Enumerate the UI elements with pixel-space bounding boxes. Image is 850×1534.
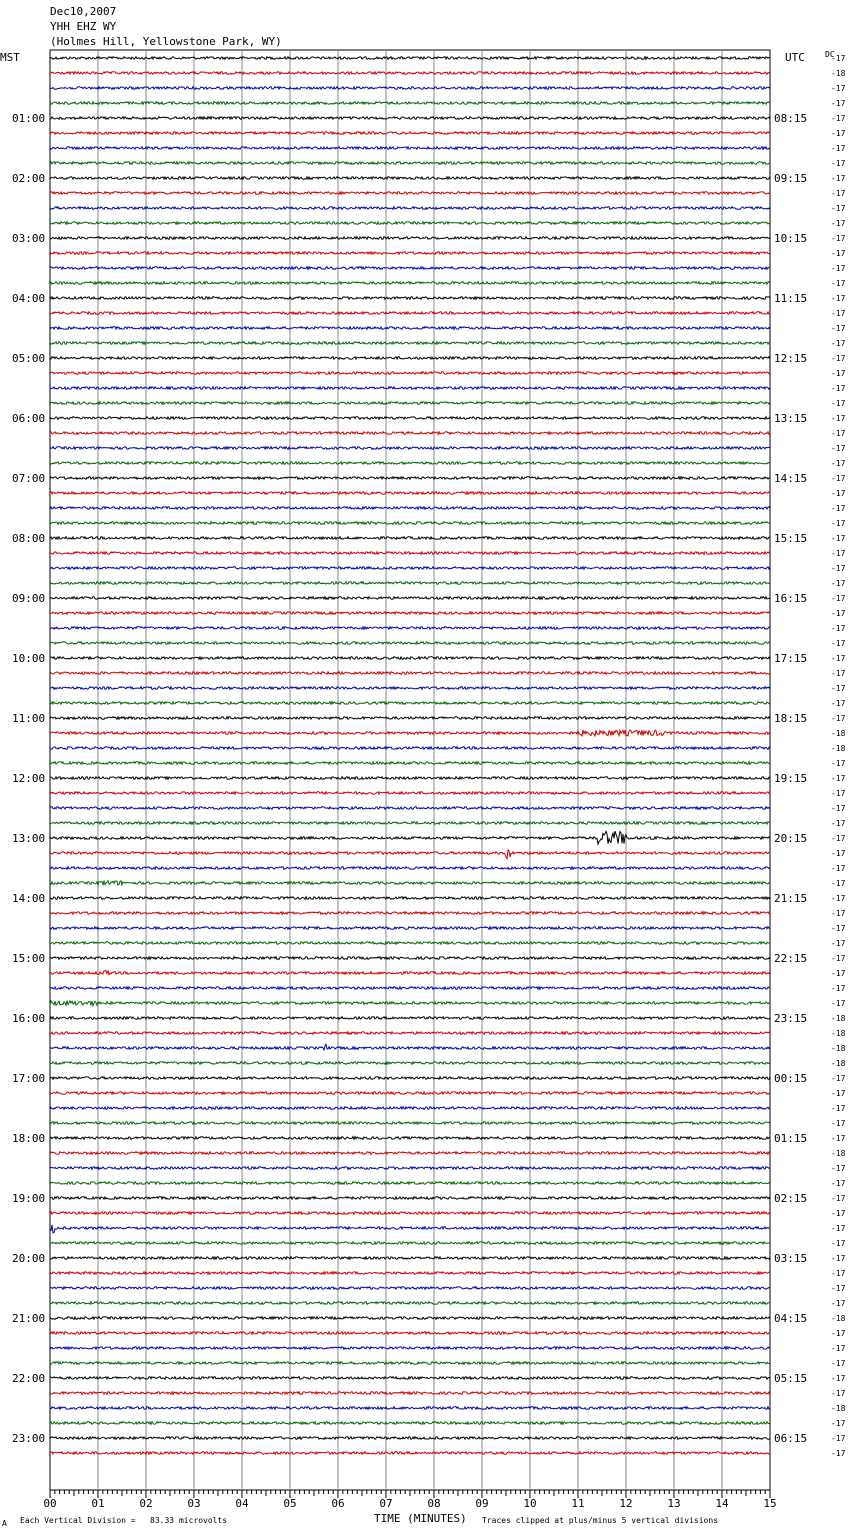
trace-line (50, 1001, 770, 1006)
left-hour-label: 18:00 (12, 1132, 46, 1145)
dc-offset-label: -18 (831, 69, 846, 78)
dc-offset-label: -17 (831, 429, 846, 438)
clip-note: Traces clipped at plus/minus 5 vertical divisions (482, 1516, 719, 1525)
dc-offset-label: -17 (831, 1389, 846, 1398)
left-hour-label: 11:00 (12, 712, 46, 725)
right-hour-label: 06:15 (774, 1432, 808, 1445)
trace-line (50, 1092, 770, 1095)
trace-line (50, 162, 770, 165)
trace-line (50, 447, 770, 450)
right-hour-label: 23:15 (774, 1012, 808, 1025)
trace-line (50, 1225, 770, 1233)
left-hour-label: 15:00 (12, 952, 46, 965)
x-tick-label: 08 (427, 1497, 441, 1510)
trace-line (50, 672, 770, 675)
dc-offset-label: -17 (831, 834, 846, 843)
dc-offset-label: -17 (831, 789, 846, 798)
trace-line (50, 252, 770, 255)
trace-line (50, 762, 770, 765)
dc-offset-label: -18 (831, 1029, 846, 1038)
dc-offset-label: -17 (831, 264, 846, 273)
dc-offset-label: -17 (831, 159, 846, 168)
station-location: (Holmes Hill, Yellowstone Park, WY) (50, 35, 282, 48)
trace-line (50, 1017, 770, 1020)
left-hour-label: 09:00 (12, 592, 46, 605)
dc-offset-label: -17 (831, 54, 846, 63)
dc-offset-label: -17 (831, 954, 846, 963)
dc-offset-label: -17 (831, 369, 846, 378)
right-hour-label: 10:15 (774, 232, 808, 245)
right-hour-label: 21:15 (774, 892, 808, 905)
trace-line (50, 357, 770, 360)
dc-offset-label: -17 (831, 969, 846, 978)
right-hour-label: 11:15 (774, 292, 808, 305)
trace-line (50, 552, 770, 555)
dc-offset-label: -17 (831, 549, 846, 558)
dc-offset-label: -17 (831, 129, 846, 138)
trace-line (50, 1407, 770, 1410)
left-hour-label: 23:00 (12, 1432, 46, 1445)
trace-line (50, 957, 770, 960)
trace-line (50, 1242, 770, 1245)
right-hour-label: 08:15 (774, 112, 808, 125)
dc-offset-label: -17 (831, 309, 846, 318)
trace-line (50, 1287, 770, 1290)
trace-line (50, 912, 770, 915)
trace-line (50, 177, 770, 180)
trace-line (50, 522, 770, 525)
trace-line (50, 1377, 770, 1380)
trace-line (50, 237, 770, 240)
dc-offset-label: -17 (831, 1329, 846, 1338)
trace-line (50, 1167, 770, 1170)
trace-line (50, 1347, 770, 1350)
left-hour-label: 02:00 (12, 172, 46, 185)
dc-offset-label: -17 (831, 1104, 846, 1113)
dc-offset-label: -17 (831, 504, 846, 513)
dc-offset-label: -17 (831, 1419, 846, 1428)
dc-offset-label: -18 (831, 1404, 846, 1413)
right-hour-label: 15:15 (774, 532, 808, 545)
trace-line (50, 282, 770, 285)
trace-line (50, 507, 770, 510)
dc-offset-label: -17 (831, 354, 846, 363)
dc-offset-label: -17 (831, 654, 846, 663)
dc-offset-label: -18 (831, 1314, 846, 1323)
dc-offset-label: -17 (831, 1359, 846, 1368)
trace-line (50, 1062, 770, 1065)
trace-line (50, 1452, 770, 1455)
dc-offset-label: -17 (831, 594, 846, 603)
right-hour-label: 17:15 (774, 652, 808, 665)
trace-line (50, 1122, 770, 1125)
left-hour-label: 07:00 (12, 472, 46, 485)
dc-offset-label: -17 (831, 1434, 846, 1443)
dc-offset-label: -17 (831, 1089, 846, 1098)
dc-offset-label: -17 (831, 714, 846, 723)
x-tick-label: 10 (523, 1497, 537, 1510)
trace-line (50, 1332, 770, 1335)
dc-offset-label: -17 (831, 219, 846, 228)
dc-offset-label: -17 (831, 399, 846, 408)
dc-offset-label: -17 (831, 564, 846, 573)
trace-line (50, 1317, 770, 1320)
trace-line (50, 1032, 770, 1035)
trace-line (50, 1272, 770, 1275)
trace-line (50, 297, 770, 300)
dc-offset-label: -17 (831, 684, 846, 693)
dc-offset-label: -18 (831, 1149, 846, 1158)
trace-line (50, 881, 770, 886)
dc-offset-label: -17 (831, 1284, 846, 1293)
trace-line (50, 687, 770, 690)
right-hour-label: 19:15 (774, 772, 808, 785)
trace-line (50, 1182, 770, 1185)
trace-line (50, 582, 770, 585)
trace-line (50, 312, 770, 315)
dc-offset-label: -18 (831, 1044, 846, 1053)
dc-offset-label: -17 (831, 1254, 846, 1263)
dc-offset-label: -17 (831, 174, 846, 183)
dc-offset-label: -17 (831, 639, 846, 648)
dc-offset-label: -18 (831, 729, 846, 738)
trace-line (50, 207, 770, 210)
right-hour-label: 13:15 (774, 412, 808, 425)
right-timezone-label: UTC (785, 51, 805, 64)
dc-offset-label: -17 (831, 234, 846, 243)
dc-offset-label: -17 (831, 999, 846, 1008)
dc-offset-label: -17 (831, 1239, 846, 1248)
trace-line (50, 87, 770, 90)
trace-line (50, 717, 770, 720)
dc-offset-label: -17 (831, 879, 846, 888)
trace-line (50, 432, 770, 435)
left-hour-label: 16:00 (12, 1012, 46, 1025)
left-hour-label: 21:00 (12, 1312, 46, 1325)
x-axis-title: TIME (MINUTES) (374, 1512, 467, 1525)
trace-line (50, 1044, 770, 1050)
trace-line (50, 327, 770, 330)
right-hour-label: 14:15 (774, 472, 808, 485)
dc-offset-label: -17 (831, 1134, 846, 1143)
trace-line (50, 192, 770, 195)
record-date: Dec10,2007 (50, 5, 117, 18)
dc-offset-label: -17 (831, 534, 846, 543)
trace-line (50, 1107, 770, 1110)
dc-offset-label: -17 (831, 894, 846, 903)
trace-line (50, 402, 770, 405)
trace-line (50, 417, 770, 420)
right-hour-label: 05:15 (774, 1372, 808, 1385)
dc-offset-label: -17 (831, 669, 846, 678)
dc-offset-label: -17 (831, 99, 846, 108)
trace-line (50, 1302, 770, 1305)
trace-line (50, 1212, 770, 1215)
scale-note: Each Vertical Division = 83.33 microvolts (20, 1516, 228, 1525)
trace-line (50, 612, 770, 615)
trace-line (50, 1257, 770, 1260)
left-hour-label: 17:00 (12, 1072, 46, 1085)
trace-line (50, 1197, 770, 1200)
trace-line (50, 1152, 770, 1155)
right-hour-label: 18:15 (774, 712, 808, 725)
dc-offset-label: -17 (831, 624, 846, 633)
right-hour-label: 20:15 (774, 832, 808, 845)
dc-offset-label: -17 (831, 1179, 846, 1188)
x-tick-label: 14 (715, 1497, 729, 1510)
left-hour-label: 10:00 (12, 652, 46, 665)
trace-line (50, 102, 770, 105)
dc-offset-label: -17 (831, 1164, 846, 1173)
trace-line (50, 747, 770, 750)
dc-offset-label: -17 (831, 609, 846, 618)
dc-offset-label: -17 (831, 774, 846, 783)
dc-offset-label: -17 (831, 804, 846, 813)
x-tick-label: 07 (379, 1497, 393, 1510)
dc-offset-label: -17 (831, 1449, 846, 1458)
dc-offset-label: -17 (831, 1209, 846, 1218)
dc-offset-label: -17 (831, 189, 846, 198)
trace-line (50, 1137, 770, 1140)
trace-line (50, 492, 770, 495)
trace-line (50, 897, 770, 900)
dc-offset-label: -17 (831, 909, 846, 918)
trace-line (50, 387, 770, 390)
x-tick-label: 03 (187, 1497, 201, 1510)
dc-offset-label: -18 (831, 1059, 846, 1068)
dc-offset-label: -17 (831, 1269, 846, 1278)
left-hour-label: 06:00 (12, 412, 46, 425)
x-tick-label: 06 (331, 1497, 345, 1510)
dc-offset-label: -17 (831, 84, 846, 93)
x-tick-label: 12 (619, 1497, 633, 1510)
dc-offset-label: -17 (831, 459, 846, 468)
trace-line (50, 57, 770, 60)
dc-offset-label: -17 (831, 249, 846, 258)
station-code: YHH EHZ WY (50, 20, 117, 33)
right-hour-label: 01:15 (774, 1132, 808, 1145)
trace-line (50, 342, 770, 345)
trace-line (50, 597, 770, 600)
right-hour-label: 22:15 (774, 952, 808, 965)
trace-line (50, 477, 770, 480)
dc-offset-label: -17 (831, 339, 846, 348)
right-hour-label: 09:15 (774, 172, 808, 185)
dc-offset-label: -17 (831, 699, 846, 708)
dc-offset-label: -17 (831, 144, 846, 153)
dc-offset-label: -18 (831, 1014, 846, 1023)
trace-line (50, 1422, 770, 1425)
trace-line (50, 567, 770, 570)
left-hour-label: 22:00 (12, 1372, 46, 1385)
right-hour-label: 03:15 (774, 1252, 808, 1265)
trace-line (50, 1362, 770, 1365)
x-tick-label: 00 (43, 1497, 57, 1510)
dc-offset-label: -17 (831, 1374, 846, 1383)
dc-offset-label: -17 (831, 384, 846, 393)
dc-offset-label: -17 (831, 324, 846, 333)
left-hour-label: 05:00 (12, 352, 46, 365)
dc-offset-label: -17 (831, 1299, 846, 1308)
trace-line (50, 372, 770, 375)
dc-offset-label: -17 (831, 519, 846, 528)
trace-line (50, 822, 770, 825)
left-hour-label: 19:00 (12, 1192, 46, 1205)
left-hour-label: 08:00 (12, 532, 46, 545)
dc-offset-label: -17 (831, 759, 846, 768)
dc-offset-label: -17 (831, 474, 846, 483)
corner-mark: A (2, 1519, 7, 1528)
x-tick-label: 15 (763, 1497, 777, 1510)
left-hour-label: 12:00 (12, 772, 46, 785)
left-hour-label: 03:00 (12, 232, 46, 245)
dc-offset-label: -17 (831, 204, 846, 213)
trace-line (50, 777, 770, 780)
trace-line (50, 702, 770, 705)
dc-offset-label: -17 (831, 1344, 846, 1353)
x-tick-label: 09 (475, 1497, 489, 1510)
x-tick-label: 13 (667, 1497, 681, 1510)
x-tick-label: 11 (571, 1497, 585, 1510)
dc-offset-label: -17 (831, 414, 846, 423)
right-hour-label: 02:15 (774, 1192, 808, 1205)
dc-offset-label: -17 (831, 1194, 846, 1203)
trace-line (50, 117, 770, 120)
left-hour-label: 20:00 (12, 1252, 46, 1265)
dc-offset-label: -17 (831, 1224, 846, 1233)
trace-line (50, 730, 770, 736)
left-hour-label: 04:00 (12, 292, 46, 305)
x-tick-label: 05 (283, 1497, 297, 1510)
left-hour-label: 01:00 (12, 112, 46, 125)
trace-line (50, 850, 770, 859)
trace-line (50, 657, 770, 660)
trace-line (50, 132, 770, 135)
trace-line (50, 222, 770, 225)
dc-offset-label: -17 (831, 984, 846, 993)
dc-offset-label: -17 (831, 114, 846, 123)
trace-line (50, 807, 770, 810)
dc-offset-label: -17 (831, 294, 846, 303)
dc-offset-label: -17 (831, 819, 846, 828)
dc-offset-label: -17 (831, 579, 846, 588)
trace-line (50, 462, 770, 465)
trace-line (50, 147, 770, 150)
dc-offset-label: -17 (831, 1119, 846, 1128)
dc-offset-label: -17 (831, 864, 846, 873)
dc-offset-label: -17 (831, 924, 846, 933)
dc-offset-label: -17 (831, 1074, 846, 1083)
dc-offset-label: -17 (831, 279, 846, 288)
right-hour-label: 12:15 (774, 352, 808, 365)
trace-line (50, 537, 770, 540)
x-tick-label: 02 (139, 1497, 153, 1510)
trace-line (50, 1437, 770, 1440)
dc-offset-label: -17 (831, 489, 846, 498)
trace-line (50, 1077, 770, 1080)
dc-offset-label: -17 (831, 849, 846, 858)
trace-line (50, 267, 770, 270)
trace-line (50, 971, 770, 975)
trace-line (50, 1392, 770, 1395)
trace-line (50, 867, 770, 870)
dc-offset-label: -17 (831, 444, 846, 453)
trace-line (50, 927, 770, 930)
left-hour-label: 13:00 (12, 832, 46, 845)
x-tick-label: 04 (235, 1497, 249, 1510)
trace-line (50, 987, 770, 990)
left-hour-label: 14:00 (12, 892, 46, 905)
right-hour-label: 00:15 (774, 1072, 808, 1085)
dc-offset-header: DC (825, 50, 835, 59)
trace-line (50, 627, 770, 630)
right-hour-label: 04:15 (774, 1312, 808, 1325)
trace-line (50, 792, 770, 795)
trace-line (50, 942, 770, 945)
right-hour-label: 16:15 (774, 592, 808, 605)
x-tick-label: 01 (91, 1497, 105, 1510)
dc-offset-label: -18 (831, 744, 846, 753)
trace-line (50, 72, 770, 75)
left-timezone-label: MST (0, 51, 20, 64)
trace-line (50, 831, 770, 844)
dc-offset-label: -17 (831, 939, 846, 948)
trace-line (50, 642, 770, 645)
